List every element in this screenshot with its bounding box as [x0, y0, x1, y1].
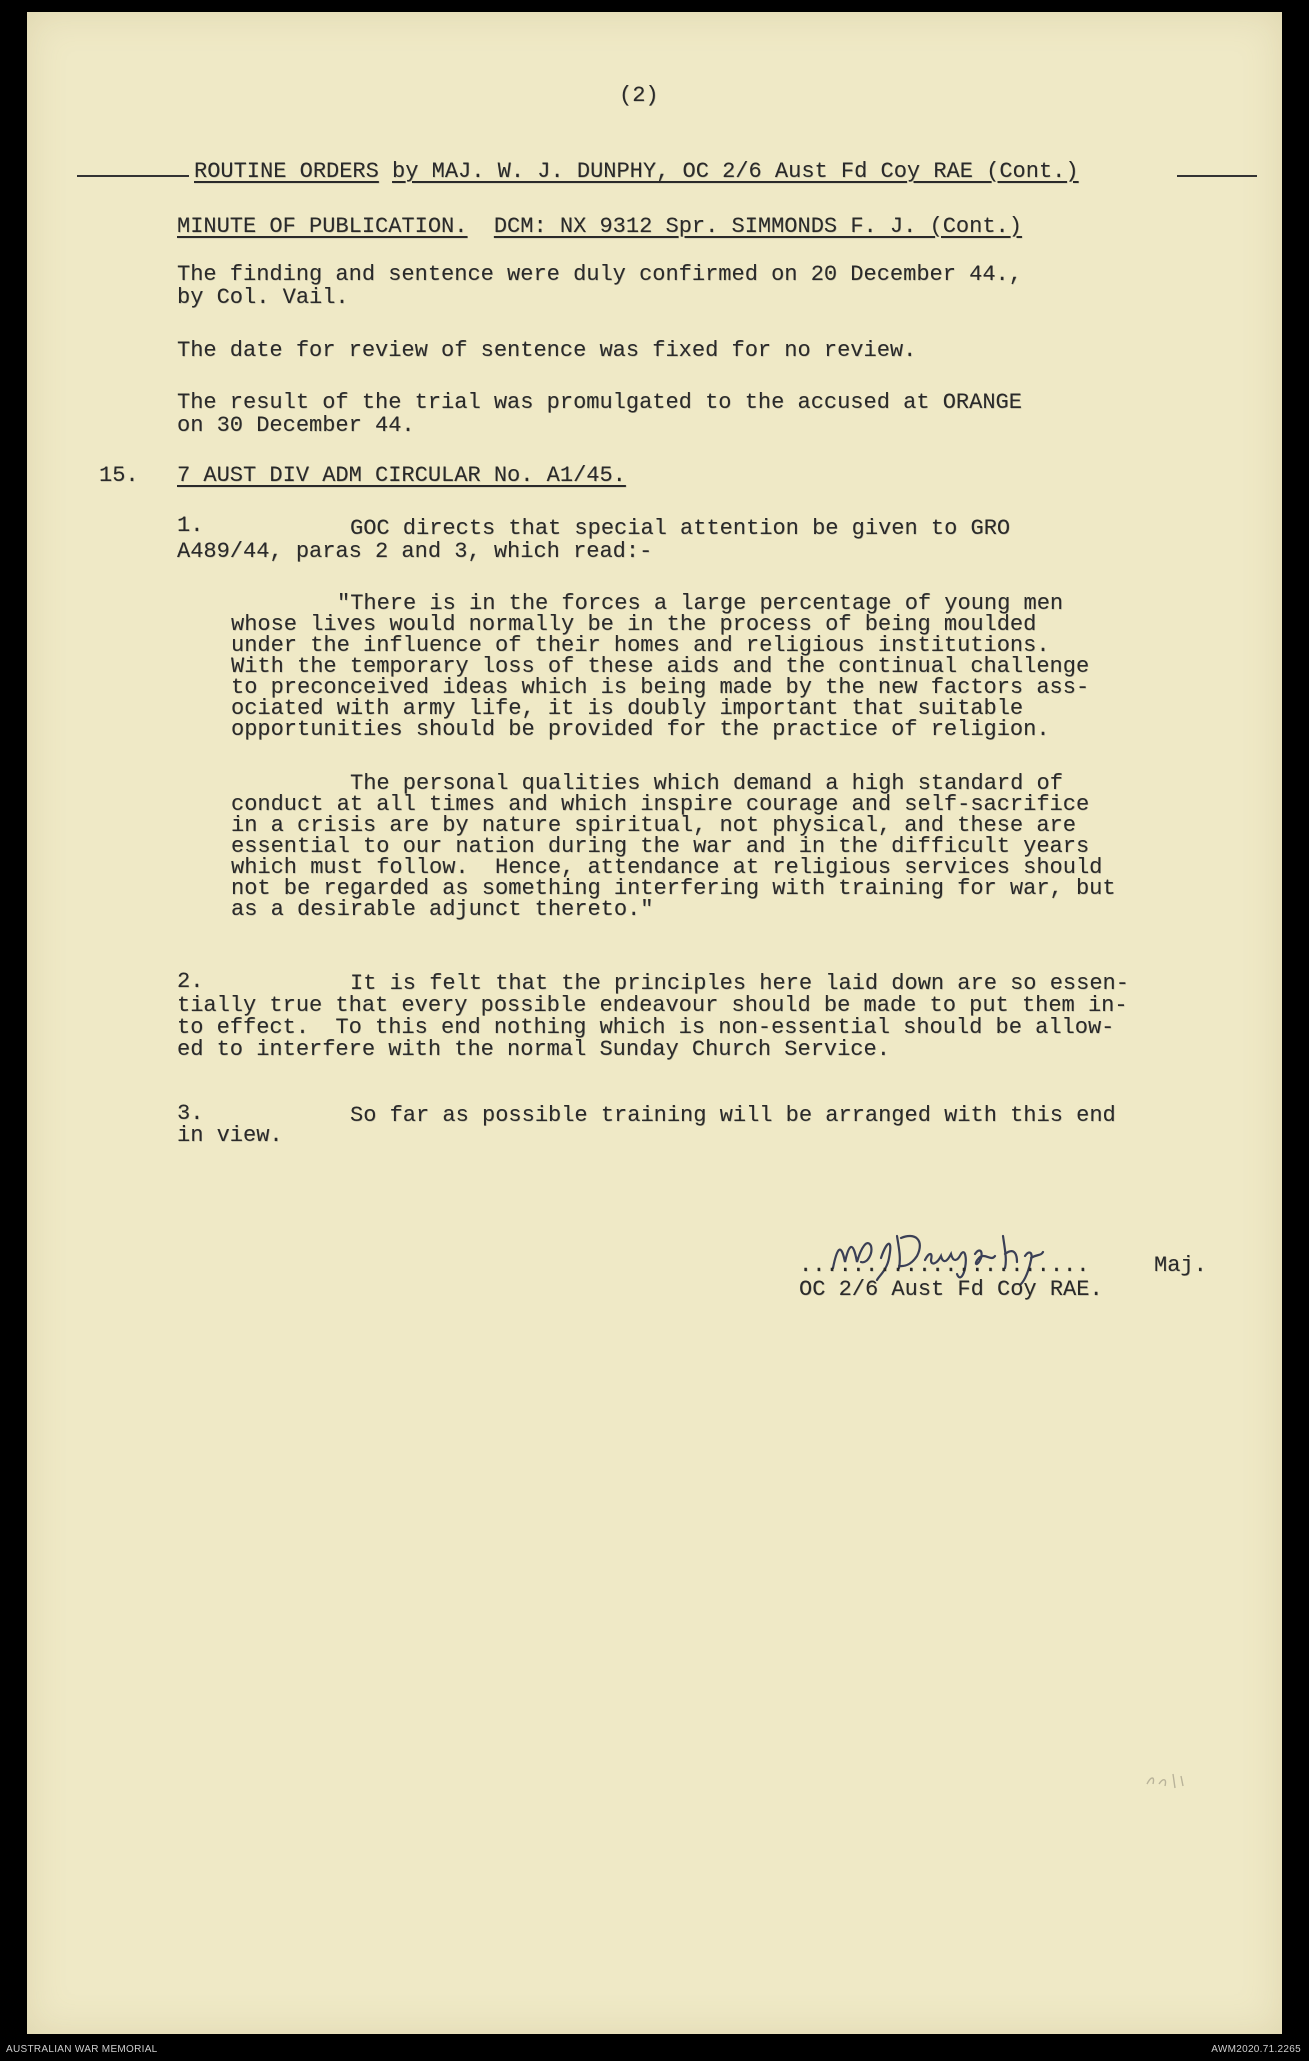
- header-trailing-rule: [1177, 175, 1257, 177]
- quote2-line-7: as a desirable adjunct thereto.": [231, 897, 654, 922]
- quote2-line-6: not be regarded as something interfering with training for war, but: [231, 876, 1116, 901]
- quote-line-2: whose lives would normally be in the process of being moulded: [231, 612, 1037, 637]
- quote2-line-2: conduct at all times and which inspire courage and self-sacrifice: [231, 792, 1090, 817]
- para-2-line-2: tially true that every possible endeavour should be made to put them in-: [177, 993, 1128, 1018]
- para-1-number: 1.: [177, 513, 204, 538]
- footer-accession-number: AWM2020.71.2265: [1211, 2044, 1301, 2055]
- para-3-number: 3.: [177, 1101, 204, 1126]
- document-page: [27, 12, 1282, 2034]
- para-1-line-2: A489/44, paras 2 and 3, which read:-: [177, 539, 653, 564]
- footer-archive-label: AUSTRALIAN WAR MEMORIAL: [6, 2044, 158, 2055]
- quote-line-1: "There is in the forces a large percentage of young men: [337, 591, 1064, 616]
- para-2-line-4: ed to interfere with the normal Sunday Church Service.: [177, 1037, 890, 1062]
- header-title: ROUTINE ORDERS: [194, 159, 379, 184]
- minute-heading: MINUTE OF PUBLICATION.: [177, 214, 468, 239]
- quote2-line-3: in a crisis are by nature spiritual, not physical, and these are: [231, 813, 1076, 838]
- header-routine-orders: [194, 158, 1079, 185]
- para-2-number: 2.: [177, 969, 204, 994]
- minute-reference: DCM: NX 9312 Spr. SIMMONDS F. J. (Cont.): [493, 214, 1022, 239]
- quote-line-4: With the temporary loss of these aids and the continual challenge: [231, 654, 1090, 679]
- minute-para-1-line-1: The finding and sentence were duly confirmed on 20 December 44.,: [177, 262, 1022, 287]
- pencil-mark: [1137, 1764, 1207, 1794]
- signature-title: OC 2/6 Aust Fd Coy RAE.: [799, 1277, 1103, 1302]
- minute-heading-line: [177, 213, 1022, 240]
- quote2-line-5: which must follow. Hence, attendance at religious services should: [231, 855, 1103, 880]
- page-number: (2): [619, 83, 659, 108]
- signature-dots: ......................: [799, 1253, 1090, 1278]
- quote-line-5: to preconceived ideas which is being made by the new factors ass-: [231, 675, 1090, 700]
- header-by-line: by MAJ. W. J. DUNPHY, OC 2/6 Aust Fd Coy RAE (Cont.): [392, 159, 1079, 184]
- para-2-line-3: to effect. To this end nothing which is non-essential should be allow-: [177, 1015, 1115, 1040]
- minute-para-2: The date for review of sentence was fixed for no review.: [177, 338, 917, 363]
- para-3-line-1: So far as possible training will be arranged with this end: [350, 1103, 1116, 1128]
- para-3-line-2: in view.: [177, 1123, 283, 1148]
- section-15-title: 7 AUST DIV ADM CIRCULAR No. A1/45.: [177, 463, 626, 488]
- header-leading-rule: [77, 175, 189, 177]
- signature-rank: Maj.: [1154, 1253, 1207, 1278]
- section-15-number: 15.: [99, 463, 139, 488]
- section-15-heading: [177, 462, 626, 489]
- quote-line-3: under the influence of their homes and religious institutions.: [231, 633, 1050, 658]
- minute-para-3-line-1: The result of the trial was promulgated to the accused at ORANGE: [177, 390, 1022, 415]
- minute-para-1-line-2: by Col. Vail.: [177, 285, 349, 310]
- para-1-line-1: GOC directs that special attention be given to GRO: [350, 516, 1011, 541]
- quote2-line-4: essential to our nation during the war and in the difficult years: [231, 834, 1090, 859]
- quote-line-6: ociated with army life, it is doubly important that suitable: [231, 696, 1024, 721]
- minute-para-3-line-2: on 30 December 44.: [177, 413, 415, 438]
- quote-line-7: opportunities should be provided for the practice of religion.: [231, 717, 1050, 742]
- para-2-line-1: It is felt that the principles here laid down are so essen-: [350, 971, 1129, 996]
- quote2-line-1: The personal qualities which demand a high standard of: [350, 771, 1063, 796]
